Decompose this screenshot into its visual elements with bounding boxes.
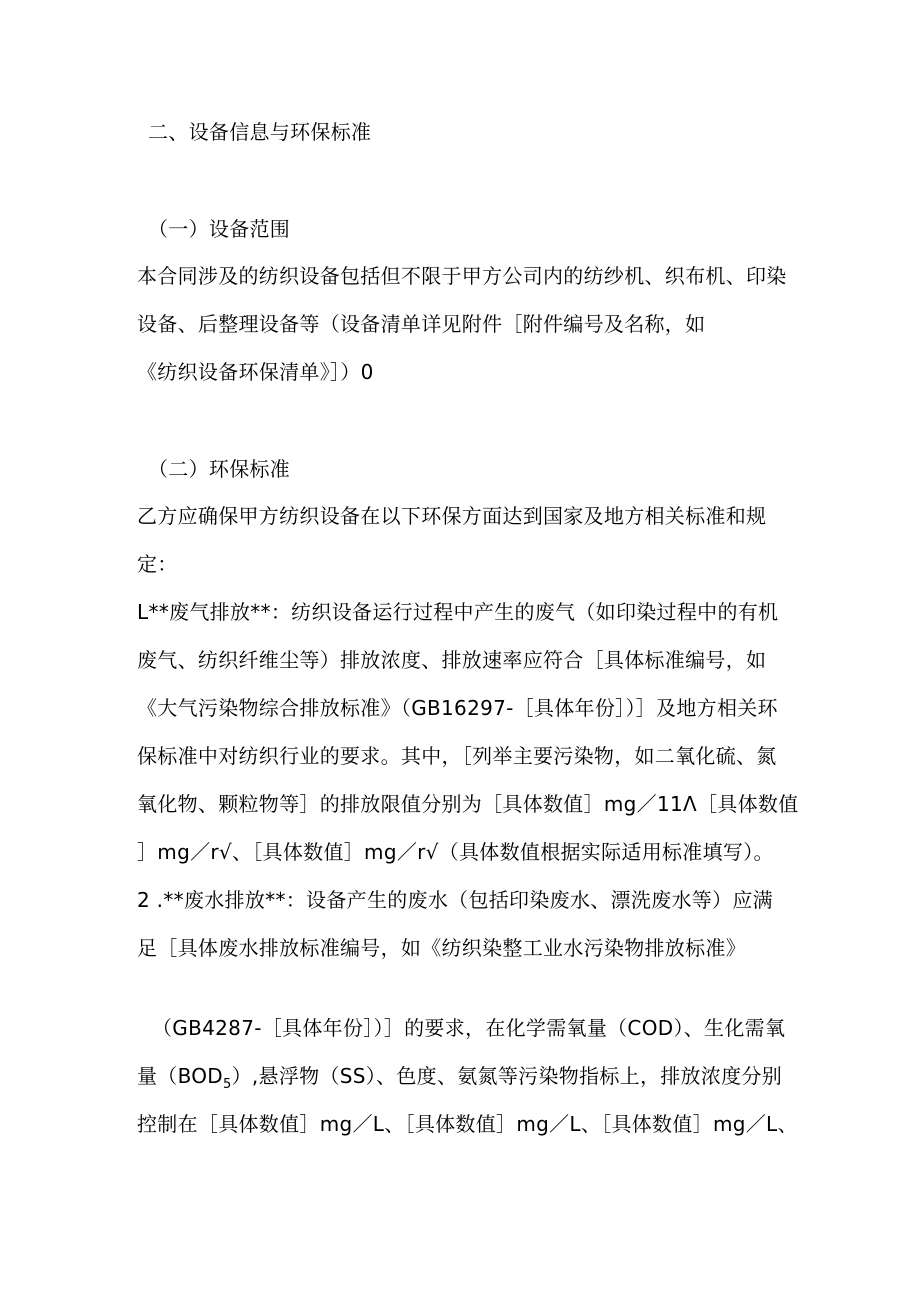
- paragraph-line: 设备、后整理设备等（设备清单详见附件［附件编号及名称，如: [137, 312, 706, 336]
- subsection-title-equipment-scope: （一）设备范围: [148, 217, 291, 241]
- section-title: 二、设备信息与环保标准: [148, 120, 372, 144]
- paragraph-line: 本合同涉及的纺织设备包括但不限于甲方公司内的纺纱机、织布机、印染: [137, 264, 787, 288]
- paragraph-line: 废气、纺织纤维尘等）排放浓度、排放速率应符合［具体标准编号，如: [137, 648, 767, 672]
- subsection-title-environmental-standards: （二）环保标准: [148, 457, 291, 481]
- paragraph-line: （GB4287-［具体年份］）］的要求，在化学需氧量（COD）、生化需氧: [152, 1016, 786, 1040]
- paragraph-line-bod: [137, 1063, 782, 1093]
- paragraph-line: 保标准中对纺织行业的要求。其中，［列举主要污染物，如二氧化硫、氮: [137, 744, 777, 768]
- paragraph-line: ］mg／r√、［具体数值］mg／r√（具体数值根据实际适用标准填写）。: [137, 840, 774, 864]
- paragraph-line: 《纺织设备环保清单》］）0: [137, 360, 374, 384]
- bod-prefix: 量（BOD: [137, 1064, 224, 1088]
- paragraph-line: 乙方应确保甲方纺织设备在以下环保方面达到国家及地方相关标准和规: [137, 504, 767, 528]
- paragraph-line: L**废气排放**：纺织设备运行过程中产生的废气（如印染过程中的有机: [137, 600, 779, 624]
- bod-suffix: ）,悬浮物（SS）、色度、氨氮等污染物指标上，排放浓度分别: [231, 1064, 783, 1088]
- paragraph-line: 定：: [137, 552, 178, 576]
- bod-subscript: 5: [223, 1077, 232, 1092]
- paragraph-line: 氧化物、颗粒物等］的排放限值分别为［具体数值］mg／11Λ［具体数值: [137, 792, 799, 816]
- paragraph-line: 足［具体废水排放标准编号，如《纺织染整工业水污染物排放标准》: [137, 936, 746, 960]
- paragraph-line: 2 .**废水排放**：设备产生的废水（包括印染废水、漂洗废水等）应满: [137, 888, 773, 912]
- paragraph-line: 控制在［具体数值］mg／L、［具体数值］mg／L、［具体数值］mg／L、: [137, 1112, 798, 1136]
- paragraph-line: 《大气污染物综合排放标准》（GB16297-［具体年份］）］及地方相关环: [137, 696, 778, 720]
